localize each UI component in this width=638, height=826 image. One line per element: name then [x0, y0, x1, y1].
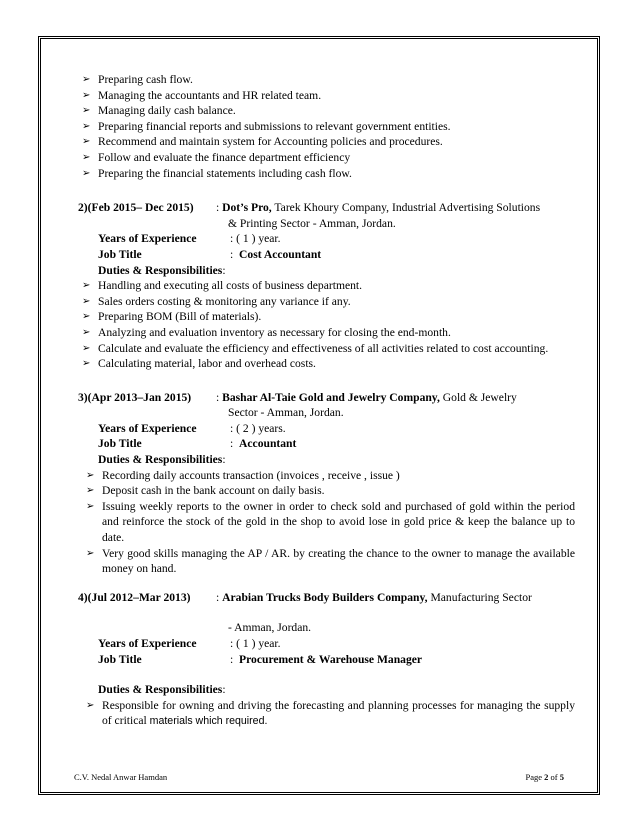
job-section-4 — [78, 590, 575, 730]
duties-list — [78, 698, 575, 730]
job-header — [78, 390, 575, 421]
duties-list — [78, 278, 575, 372]
list-item: ➢ Very good skills managing the AP / AR. by creating the chance to the owner to manage the available money on hand. — [86, 546, 575, 576]
job-company: : Dot’s Pro, Tarek Khoury Company, Industrial Advertising Solutions & Printing Sector - Amman, Jordan. — [216, 200, 575, 231]
arrow-bullet-icon: ➢ — [82, 167, 91, 179]
list-item: ➢ Analyzing and evaluation inventory as necessary for closing the end-month. — [82, 325, 451, 339]
arrow-bullet-icon: ➢ — [86, 699, 95, 711]
intro-bullet-list — [78, 72, 575, 181]
list-item: ➢ Recommend and maintain system for Accounting policies and procedures. — [82, 135, 443, 149]
job-title-row: Job Title : Cost Accountant — [98, 247, 322, 261]
arrow-bullet-icon: ➢ — [82, 311, 91, 323]
company-name: Arabian Trucks Body Builders Company, — [222, 590, 428, 604]
footer-page-number: Page 2 of 5 — [525, 772, 564, 782]
list-item: ➢ Preparing the financial statements including cash flow. — [82, 166, 352, 180]
arrow-bullet-icon: ➢ — [82, 136, 91, 148]
company-location: Sector - Amman, Jordan. — [228, 406, 344, 420]
list-item: ➢ Responsible for owning and driving the forecasting and planning processes for managing the supply of critical materials which required. — [86, 698, 575, 728]
company-location: & Printing Sector - Amman, Jordan. — [228, 216, 396, 230]
job-title-row: Job Title : Accountant — [98, 437, 297, 451]
arrow-bullet-icon: ➢ — [82, 151, 91, 163]
years-of-experience-row: Years of Experience : ( 2 ) years. — [98, 421, 286, 435]
arrow-bullet-icon: ➢ — [86, 547, 95, 559]
list-item: ➢ Follow and evaluate the finance department efficiency — [82, 150, 351, 164]
job-title: Procurement & Warehouse Manager — [239, 652, 423, 666]
arrow-bullet-icon: ➢ — [82, 74, 91, 85]
list-item: ➢ Deposit cash in the bank account on daily basis. — [86, 484, 325, 498]
job-title: Accountant — [239, 437, 297, 451]
list-item: ➢ Sales orders costing & monitoring any variance if any. — [82, 294, 351, 308]
arrow-bullet-icon: ➢ — [86, 485, 95, 497]
list-item: ➢ Managing daily cash balance. — [82, 104, 236, 118]
years-of-experience-row: Years of Experience : ( 1 ) year. — [98, 637, 281, 650]
arrow-bullet-icon: ➢ — [82, 105, 91, 117]
job-section-2 — [78, 200, 575, 372]
list-item: ➢ Calculating material, labor and overhead costs. — [82, 357, 316, 371]
years-of-experience-row: Years of Experience : ( 1 ) year. — [98, 232, 281, 246]
duties-heading: Duties & Responsibilities: — [98, 453, 226, 467]
job-title-row: Job Title : Procurement & Warehouse Manager — [98, 652, 423, 666]
list-item: ➢ Handling and executing all costs of business department. — [82, 279, 363, 293]
job-period: 3)(Apr 2013–Jan 2015) — [78, 390, 192, 404]
arrow-bullet-icon: ➢ — [86, 469, 95, 481]
list-item: ➢ Preparing financial reports and submissions to relevant government entities. — [82, 119, 451, 133]
company-name: Dot’s Pro, — [222, 201, 272, 215]
cv-content — [78, 72, 575, 730]
arrow-bullet-icon: ➢ — [82, 280, 91, 292]
arrow-bullet-icon: ➢ — [82, 342, 91, 354]
list-item: ➢ Preparing BOM (Bill of materials). — [82, 310, 262, 324]
company-name: Bashar Al-Taie Gold and Jewelry Company, — [222, 390, 440, 404]
arrow-bullet-icon: ➢ — [82, 326, 91, 338]
job-header — [78, 590, 575, 636]
job-header — [78, 200, 575, 231]
duties-heading: Duties & Responsibilities: — [98, 263, 226, 277]
arrow-bullet-icon: ➢ — [82, 120, 91, 132]
list-item: ➢ Managing the accountants and HR related team. — [82, 88, 322, 102]
job-period: 4)(Jul 2012–Mar 2013) — [78, 590, 191, 604]
job-title: Cost Accountant — [239, 247, 322, 261]
arrow-bullet-icon: ➢ — [86, 500, 95, 512]
duties-heading: Duties & Responsibilities: — [98, 683, 226, 697]
list-item: ➢ Preparing cash flow. — [82, 73, 193, 86]
footer-cv-name: C.V. Nedal Anwar Hamdan — [74, 772, 168, 782]
job-section-3 — [78, 390, 575, 577]
list-item: ➢ Calculate and evaluate the efficiency and effectiveness of all activities related to cost accounting. — [82, 341, 549, 355]
duties-list — [78, 468, 575, 577]
list-item: ➢ Issuing weekly reports to the owner in order to check sold and purchased of gold within the period and reinforce the stock of the gold in the shop to avoid lose in gold price & keep the balance up to date. — [86, 499, 575, 545]
job-company: : Bashar Al-Taie Gold and Jewelry Company, Gold & Jewelry Sector - Amman, Jordan. — [216, 390, 575, 421]
job-period: 2)(Feb 2015– Dec 2015) — [78, 201, 194, 215]
company-location: - Amman, Jordan. — [228, 621, 312, 635]
arrow-bullet-icon: ➢ — [82, 89, 91, 101]
arrow-bullet-icon: ➢ — [82, 295, 91, 307]
list-item: ➢ Recording daily accounts transaction (invoices , receive , issue ) — [86, 468, 400, 482]
job-company: : Arabian Trucks Body Builders Company, Manufacturing Sector - Amman, Jordan. — [216, 590, 575, 636]
arrow-bullet-icon: ➢ — [82, 358, 91, 370]
page-footer — [74, 772, 564, 782]
